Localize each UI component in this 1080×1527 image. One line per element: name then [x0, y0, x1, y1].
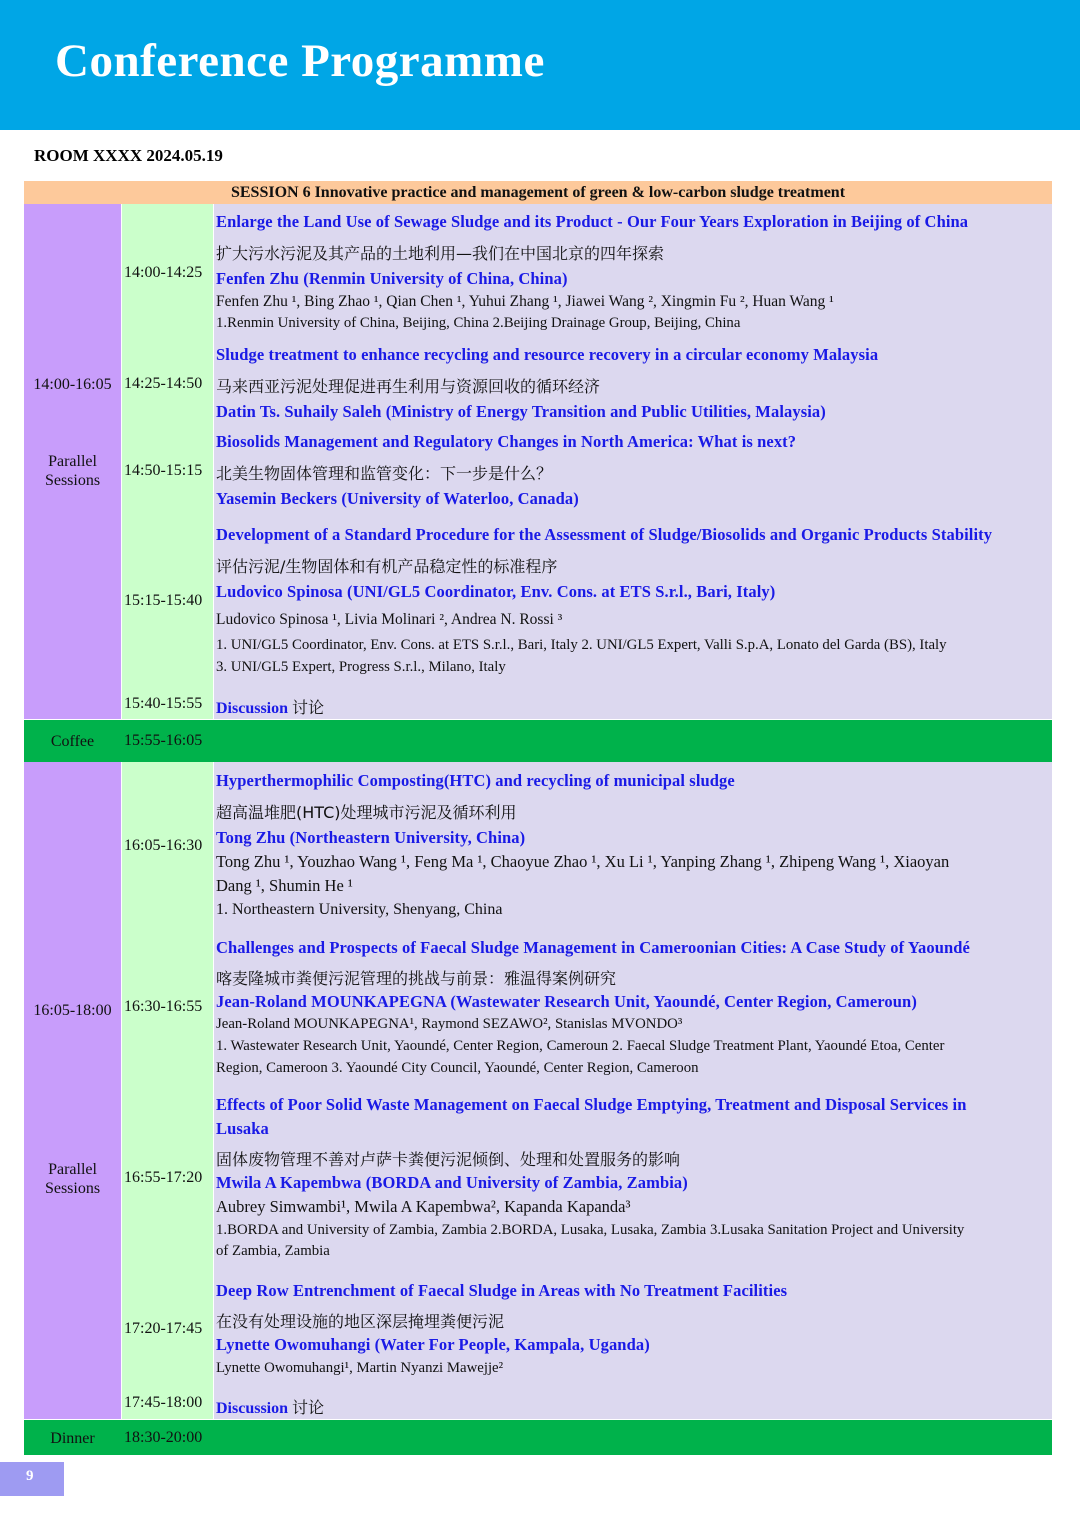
coffee-time: 15:55-16:05 — [124, 732, 203, 749]
talk-authors: Tong Zhu ¹, Youzhao Wang ¹, Feng Ma ¹, Chaoyue Zhao ¹, Xu Li ¹, Yanping Zhang ¹, Zhipeng Wang ¹, Xiaoyan — [216, 852, 950, 871]
block2-time: 16:05-18:00 — [33, 1002, 112, 1019]
talk-authors: Fenfen Zhu ¹, Bing Zhao ¹, Qian Chen ¹, Yuhui Zhang ¹, Jiawei Wang ², Xingmin Fu ², Huan Wang ¹ — [216, 293, 834, 310]
session-title: SESSION 6 Innovative practice and management of green & low-carbon sludge treatment — [24, 181, 1052, 204]
page-title: Conference Programme — [55, 35, 545, 87]
talk-title: Effects of Poor Solid Waste Management on Faecal Sludge Emptying, Treatment and Disposal Services in — [216, 1095, 967, 1114]
talk-speaker: Ludovico Spinosa (UNI/GL5 Coordinator, Env. Cons. at ETS S.r.l., Bari, Italy) — [216, 582, 776, 601]
talk-speaker: Yasemin Beckers (University of Waterloo, Canada) — [216, 489, 579, 508]
coffee-label: Coffee — [50, 733, 95, 750]
talk-time: 14:00-14:25 — [124, 264, 203, 281]
talk-affiliation: 1.BORDA and University of Zambia, Zambia 2.BORDA, Lusaka, Lusaka, Zambia 3.Lusaka Sanitation Project and University — [216, 1222, 965, 1238]
dinner-label: Dinner — [50, 1430, 95, 1447]
talk-title-cn: 固体废物管理不善对卢萨卡粪便污泥倾倒、处理和处置服务的影响 — [216, 1150, 681, 1169]
discussion-time: 17:45-18:00 — [124, 1394, 203, 1411]
talk-speaker: Datin Ts. Suhaily Saleh (Ministry of Energy Transition and Public Utilities, Malaysia) — [216, 402, 826, 421]
block2-label: Parallel Sessions — [44, 1161, 101, 1197]
discussion-label: Discussion — [216, 1400, 289, 1417]
talk-affiliation: 1. UNI/GL5 Coordinator, Env. Cons. at ETS S.r.l., Bari, Italy 2. UNI/GL5 Expert, Valli S.p.A, Lonato del Garda (BS), Italy — [216, 637, 947, 653]
discussion-time: 15:40-15:55 — [124, 695, 203, 712]
page-number: 9 — [0, 1462, 64, 1496]
talk-title-cn: 评估污泥/生物固体和有机产品稳定性的标准程序 — [216, 557, 558, 576]
talk-title: Sludge treatment to enhance recycling and resource recovery in a circular economy Malaysia — [216, 345, 879, 364]
talk-time: 16:30-16:55 — [124, 998, 203, 1015]
discussion-label: Discussion — [216, 700, 289, 717]
talk-authors: Jean-Roland MOUNKAPEGNA¹, Raymond SEZAWO², Stanislas MVONDO³ — [216, 1016, 683, 1032]
discussion — [216, 695, 324, 718]
talk-speaker: Fenfen Zhu (Renmin University of China, China) — [216, 269, 568, 288]
dinner-time: 18:30-20:00 — [124, 1429, 203, 1446]
talk-affiliation: Region, Cameroon 3. Yaoundé City Council, Yaoundé, Center Region, Cameroon — [216, 1060, 699, 1076]
block2-period-cell — [24, 762, 121, 1419]
talk-time: 16:05-16:30 — [124, 837, 203, 854]
talk-title: Hyperthermophilic Composting(HTC) and recycling of municipal sludge — [216, 771, 735, 790]
talk-authors: Ludovico Spinosa ¹, Livia Molinari ², Andrea N. Rossi ³ — [216, 611, 563, 628]
talk-title: Lusaka — [216, 1119, 269, 1138]
block1-label: Parallel Sessions — [44, 453, 101, 489]
talk-authors: Dang ¹, Shumin He ¹ — [216, 876, 353, 895]
discussion-label-cn: 讨论 — [292, 1400, 325, 1417]
room-date: ROOM XXXX 2024.05.19 — [34, 146, 223, 165]
discussion — [216, 1395, 324, 1418]
talk-time: 15:15-15:40 — [124, 592, 203, 609]
talk-title: Challenges and Prospects of Faecal Sludge Management in Cameroonian Cities: A Case Study of Yaoundé — [216, 938, 970, 957]
talk-title-cn: 喀麦隆城市粪便污泥管理的挑战与前景：雅温得案例研究 — [216, 969, 617, 988]
talk-title: Enlarge the Land Use of Sewage Sludge and its Product - Our Four Years Exploration in Beijing of China — [216, 212, 969, 231]
talk-time: 14:50-15:15 — [124, 462, 203, 479]
discussion-label-cn: 讨论 — [292, 700, 325, 717]
talk-affiliation: of Zambia, Zambia — [216, 1243, 330, 1259]
talk-title-cn: 北美生物固体管理和监管变化：下一步是什么？ — [216, 464, 553, 483]
talk-title-cn: 超高温堆肥(HTC)处理城市污泥及循环利用 — [216, 803, 517, 822]
talk-speaker: Lynette Owomuhangi (Water For People, Kampala, Uganda) — [216, 1335, 650, 1354]
talk-title-cn: 马来西亚污泥处理促进再生利用与资源回收的循环经济 — [216, 377, 601, 396]
talk-speaker: Jean-Roland MOUNKAPEGNA (Wastewater Research Unit, Yaoundé, Center Region, Cameroun) — [216, 992, 917, 1011]
talk-title: Deep Row Entrenchment of Faecal Sludge in Areas with No Treatment Facilities — [216, 1281, 788, 1300]
talk-time: 17:20-17:45 — [124, 1320, 203, 1337]
talk-title-cn: 在没有处理设施的地区深层掩埋粪便污泥 — [216, 1312, 505, 1331]
talk-speaker: Mwila A Kapembwa (BORDA and University of Zambia, Zambia) — [216, 1173, 688, 1192]
talk-affiliation: 1. Northeastern University, Shenyang, China — [216, 901, 503, 918]
talk-authors: Aubrey Simwambi¹, Mwila A Kapembwa², Kapanda Kapanda³ — [216, 1197, 631, 1216]
talk-title-cn: 扩大污水污泥及其产品的土地利用—我们在中国北京的四年探索 — [216, 244, 665, 263]
talk-time: 14:25-14:50 — [124, 375, 203, 392]
talk-title: Biosolids Management and Regulatory Changes in North America: What is next? — [216, 432, 797, 451]
talk-affiliation: 3. UNI/GL5 Expert, Progress S.r.l., Milano, Italy — [216, 659, 506, 675]
talk-time: 16:55-17:20 — [124, 1169, 203, 1186]
page-header — [0, 0, 1080, 130]
talk-affiliation: 1. Wastewater Research Unit, Yaoundé, Center Region, Cameroun 2. Faecal Sludge Treatment Plant, Yaoundé Etoa, Center — [216, 1038, 945, 1054]
talk-authors: Lynette Owomuhangi¹, Martin Nyanzi Mawejje² — [216, 1360, 504, 1376]
talk-speaker: Tong Zhu (Northeastern University, China) — [216, 828, 526, 847]
talk-affiliation: 1.Renmin University of China, Beijing, China 2.Beijing Drainage Group, Beijing, China — [216, 315, 741, 331]
block1-time: 14:00-16:05 — [33, 376, 112, 393]
talk-title: Development of a Standard Procedure for the Assessment of Sludge/Biosolids and Organic Products Stability — [216, 525, 993, 544]
